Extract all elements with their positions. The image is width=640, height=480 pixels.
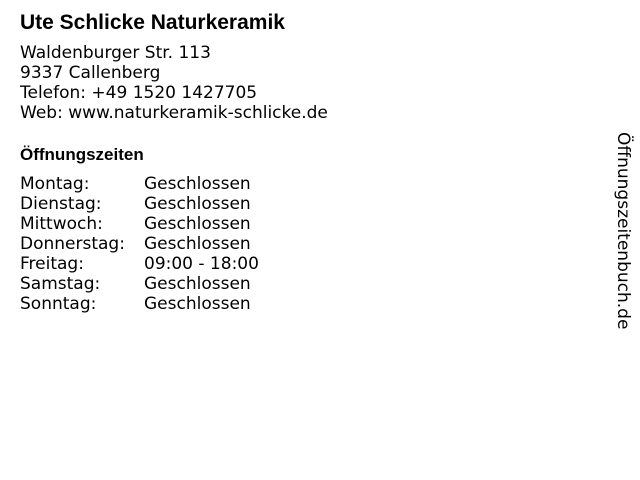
day-hours: Geschlossen [144, 294, 251, 314]
city-line: 9337 Callenberg [20, 63, 161, 83]
hours-row-monday [20, 174, 259, 194]
hours-row-wednesday [20, 214, 259, 234]
side-brand-watermark: Öffnungszeitenbuch.de [613, 132, 633, 330]
day-hours: Geschlossen [144, 194, 251, 214]
hours-row-tuesday [20, 194, 259, 214]
day-hours: Geschlossen [144, 234, 251, 254]
day-label: Donnerstag: [20, 234, 125, 254]
day-hours: Geschlossen [144, 274, 251, 294]
day-label: Dienstag: [20, 194, 102, 214]
street-line: Waldenburger Str. 113 [20, 43, 211, 63]
opening-hours-table [20, 174, 259, 314]
website-line: Web: www.naturkeramik-schlicke.de [20, 103, 328, 123]
day-hours: Geschlossen [144, 214, 251, 234]
opening-hours-heading: Öffnungszeiten [20, 145, 144, 164]
day-hours: 09:00 - 18:00 [144, 254, 259, 274]
day-hours: Geschlossen [144, 174, 251, 194]
hours-row-friday [20, 254, 259, 274]
hours-row-sunday [20, 294, 259, 314]
address-block [20, 43, 328, 123]
hours-row-saturday [20, 274, 259, 294]
hours-row-thursday [20, 234, 259, 254]
day-label: Freitag: [20, 254, 84, 274]
day-label: Samstag: [20, 274, 101, 294]
business-name: Ute Schlicke Naturkeramik [20, 11, 285, 34]
day-label: Montag: [20, 174, 90, 194]
phone-line: Telefon: +49 1520 1427705 [20, 83, 258, 103]
day-label: Sonntag: [20, 294, 97, 314]
day-label: Mittwoch: [20, 214, 103, 234]
